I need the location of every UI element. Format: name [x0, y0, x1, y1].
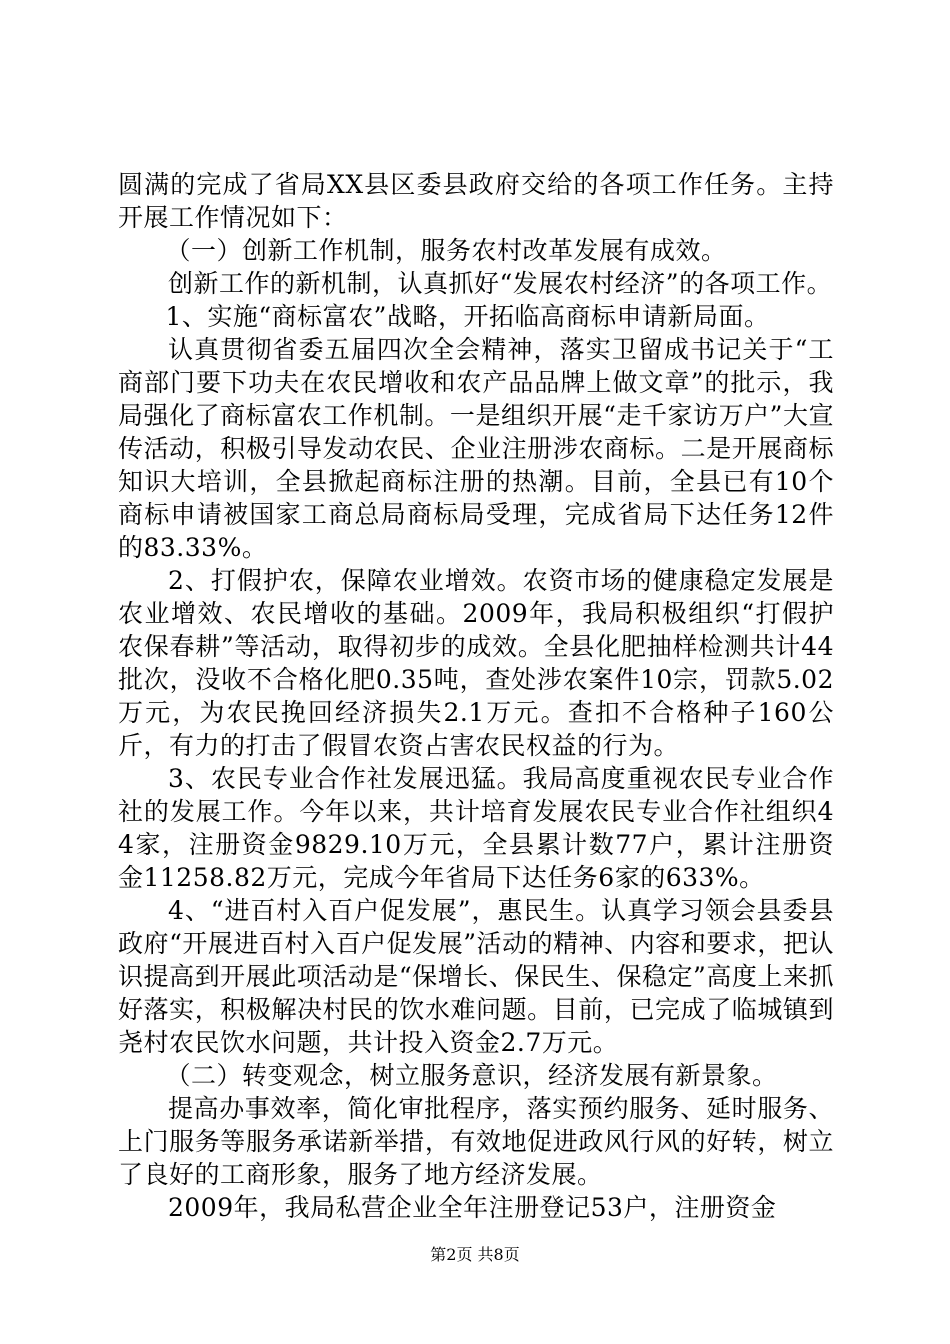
page-number: 第2页 共8页	[430, 1245, 520, 1264]
paragraph-intro: 圆满的完成了省局XX县区委县政府交给的各项工作任务。主持开展工作情况如下：	[118, 170, 834, 232]
section-heading-1: （一）创新工作机制，服务农村改革发展有成效。	[165, 236, 727, 265]
paragraph-mechanism: 创新工作的新机制，认真抓好“发展农村经济”的各项工作。	[168, 269, 833, 298]
paragraph-trademark: 认真贯彻省委五届四次全会精神，落实卫留成书记关于“工商部门要下功夫在农民增收和农产品品牌上做文章”的批示，我局强化了商标富农工作机制。一是组织开展“走千家访万户”大宣传活动，积极引导发动农民、企业注册涉农商标。二是开展商标知识大培训，全县掀起商标注册的热潮。目前，全县已有10个商标申请被国家工商总局商标局受理，完成省局下达任务12件的83.33%。	[118, 335, 834, 562]
paragraph-cooperatives: 3、农民专业合作社发展迅猛。我局高度重视农民专业合作社的发展工作。今年以来，共计培育发展农民专业合作社组织44家，注册资金9829.10万元，全县累计数77户，累计注册资金11258.82万元，完成今年省局下达任务6家的633%。	[118, 764, 834, 892]
section-heading-2: （二）转变观念，树立服务意识，经济发展有新景象。	[165, 1061, 778, 1090]
paragraph-efficiency: 提高办事效率，简化审批程序，落实预约服务、延时服务、上门服务等服务承诺新举措，有效地促进政风行风的好转，树立了良好的工商形象，服务了地方经济发展。	[118, 1094, 834, 1189]
page-footer	[0, 1245, 950, 1265]
paragraph-anti-counterfeit: 2、打假护农，保障农业增效。农资市场的健康稳定发展是农业增效、农民增收的基础。2009年，我局积极组织“打假护农保春耕”等活动，取得初步的成效。全县化肥抽样检测共计44批次，没收不合格化肥0.35吨，查处涉农案件10宗，罚款5.02万元，为农民挽回经济损失2.1万元。查扣不合格种子160公斤，有力的打击了假冒农资占害农民权益的行为。	[118, 566, 834, 760]
paragraph-private-enterprise: 2009年，我局私营企业全年注册登记53户，注册资金	[168, 1193, 777, 1222]
paragraph-villages: 4、“进百村入百户促发展”，惠民生。认真学习领会县委县政府“开展进百村入百户促发展”活动的精神、内容和要求，把认识提高到开展此项活动是“保增长、保民生、保稳定”高度上来抓好落实，积极解决村民的饮水难问题。目前，已完成了临城镇到尧村农民饮水问题，共计投入资金2.7万元。	[118, 896, 834, 1057]
document-body	[118, 168, 834, 1224]
item-heading-1: 1、实施“商标富农”战略，开拓临高商标申请新局面。	[165, 302, 770, 331]
